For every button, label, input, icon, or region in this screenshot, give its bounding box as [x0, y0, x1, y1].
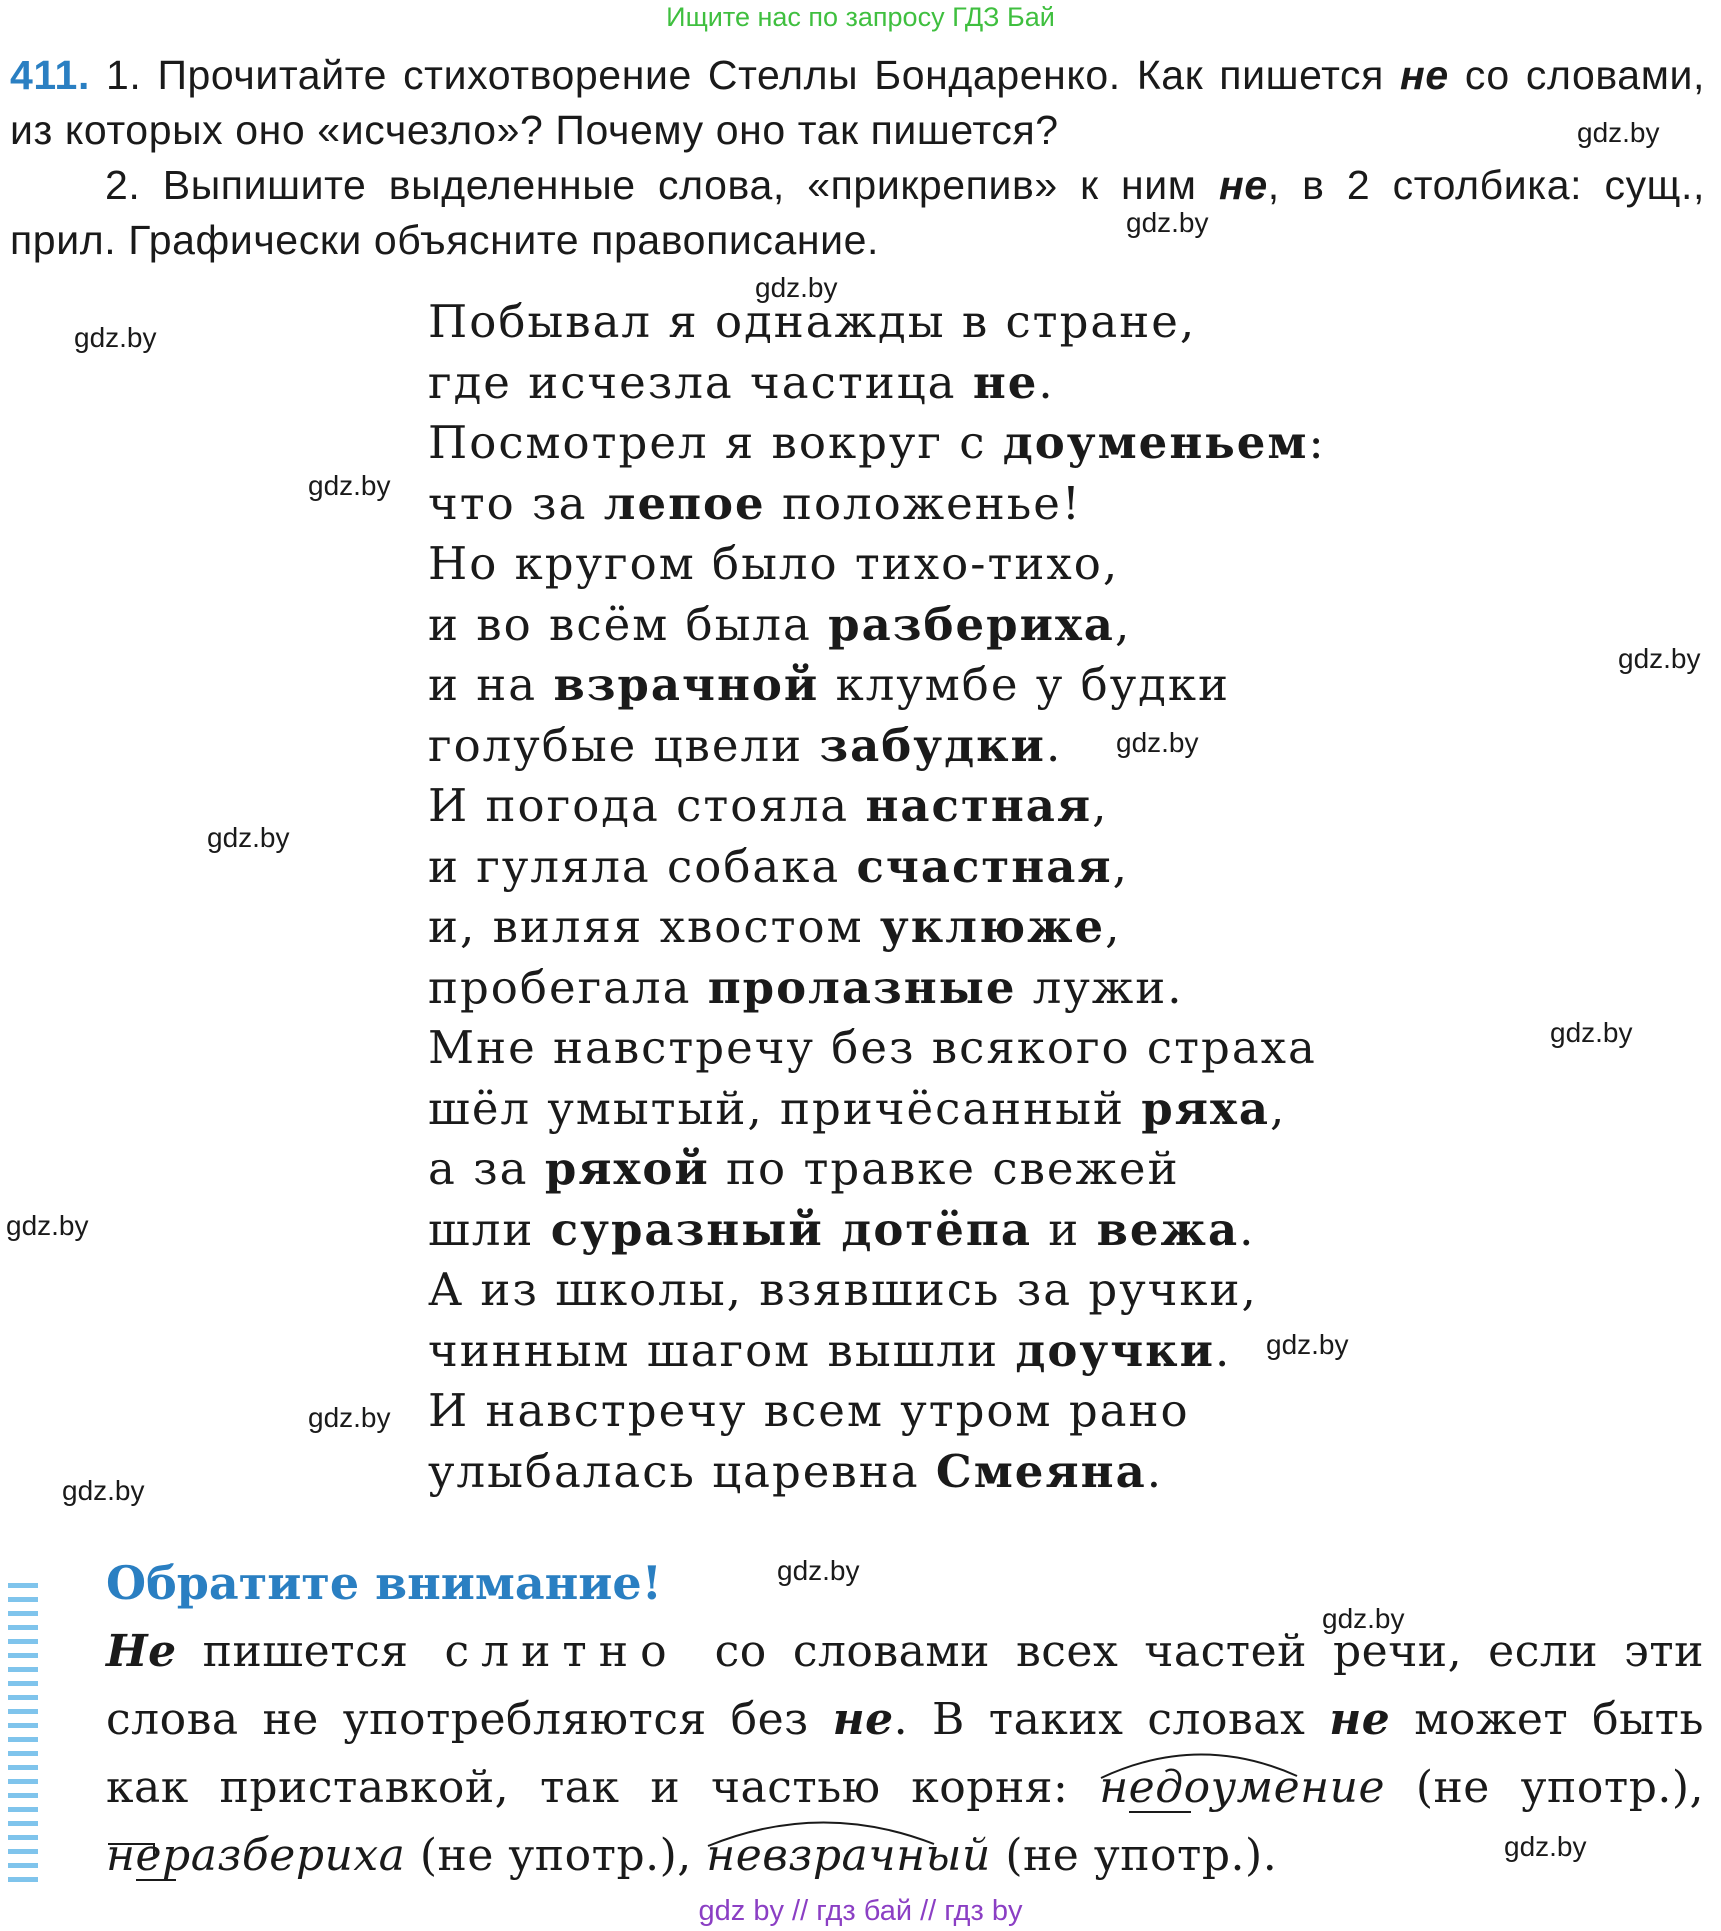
note-spaced-word: слитно [444, 1626, 679, 1677]
top-banner: Ищите нас по запросу ГДЗ Бай [666, 2, 1055, 32]
poem-text: улыбалась царевна [428, 1444, 936, 1498]
poem-highlighted-word: доуменьем [1002, 416, 1309, 469]
poem-text: . [1146, 1444, 1164, 1498]
poem-text: клумбе у будки [819, 658, 1231, 711]
prefix-mark [106, 1814, 406, 1894]
poem-text: А из школы, взявшись за ручки, [428, 1263, 1258, 1316]
poem-text: и на [428, 658, 554, 711]
poem-text: чинным шагом вышли [428, 1323, 1016, 1377]
poem-text: Побывал я однажды в стране, [428, 295, 1197, 348]
watermark: gdz.by [308, 1402, 391, 1433]
poem-highlighted-word: пролазные [707, 960, 1017, 1014]
note-ne-upotr-3: (не употр.). [1005, 1830, 1278, 1881]
watermark: gdz.by [308, 470, 391, 501]
example-nerazberikha: неразбериха [106, 1822, 405, 1890]
poem-text: Мне навстречу без всякого страха [428, 1021, 1317, 1074]
poem-line [428, 1018, 1326, 1079]
poem-line [428, 837, 1326, 898]
poem-highlighted-word: забудки [819, 718, 1046, 772]
note-ne-3: не [1329, 1694, 1391, 1745]
watermark: gdz.by [207, 822, 290, 853]
poem-line [428, 292, 1326, 353]
poem [428, 292, 1326, 1502]
note-ne-upotr-1: (не употр.), [1415, 1762, 1704, 1813]
poem-text: Посмотрел я вокруг с [428, 416, 1003, 469]
watermark: gdz.by [6, 1210, 89, 1241]
poem-text: голубые цвели [428, 718, 820, 772]
task-instructions [10, 48, 1705, 268]
poem-line [428, 776, 1326, 837]
note-title: Обратите внимание! [106, 1556, 662, 1610]
poem-line [428, 1260, 1326, 1321]
note-text-3: . В таких словах [893, 1694, 1306, 1745]
poem-text: , [1114, 597, 1132, 651]
poem-text: и гуляла собака [428, 839, 857, 893]
poem-text: шёл умытый, причёсанный [428, 1081, 1142, 1135]
poem-text: и во всём была [428, 597, 829, 651]
watermark: gdz.by [1266, 1329, 1349, 1360]
poem-text: , [1092, 779, 1109, 832]
bottom-banner: gdz by // гдз бай // гдз by [698, 1895, 1023, 1927]
poem-line [428, 655, 1326, 716]
poem-line [428, 534, 1326, 595]
poem-line [428, 353, 1326, 414]
poem-highlighted-word: настная [865, 779, 1093, 832]
poem-line [428, 474, 1326, 535]
poem-text: . [1215, 1323, 1232, 1377]
poem-line [428, 1139, 1326, 1200]
watermark: gdz.by [777, 1555, 860, 1586]
poem-highlighted-word: ряхой [544, 1142, 710, 1195]
poem-highlighted-word: лепое [603, 476, 766, 530]
example-nevzrachny: невзрачный [706, 1822, 991, 1890]
task-part1-text: 1. Прочитайте стихотворение Стеллы Бондаренко. Как пишется [106, 52, 1384, 98]
poem-text: по травке свежей [709, 1142, 1180, 1195]
poem-highlighted-word: суразный дотёпа [550, 1202, 1032, 1256]
poem-highlighted-word: счастная [856, 839, 1113, 893]
poem-highlighted-word: уклюже [879, 900, 1106, 953]
poem-line [428, 1079, 1326, 1140]
poem-line [428, 413, 1326, 474]
watermark: gdz.by [1618, 643, 1701, 674]
watermark: gdz.by [1126, 207, 1209, 238]
poem-text: . [1045, 718, 1063, 772]
note-body [106, 1618, 1704, 1890]
poem-highlighted-word: ряха [1141, 1081, 1270, 1135]
watermark: gdz.by [1550, 1017, 1633, 1048]
poem-highlighted-word: вежа [1096, 1202, 1240, 1256]
task-part1-ne: не [1400, 52, 1449, 98]
poem-text: и, виляя хвостом [428, 900, 880, 953]
poem-line [428, 1381, 1326, 1442]
task-number: 411. [10, 52, 90, 98]
poem-text: , [1269, 1081, 1287, 1135]
task-part2-text-b: , в 2 столбика: сущ., прил. Графически объясните правописание. [10, 162, 1705, 263]
watermark: gdz.by [1577, 117, 1660, 148]
poem-text: И навстречу всем утром рано [428, 1384, 1190, 1437]
note-ne-1: Не [106, 1626, 177, 1677]
watermark: gdz.by [1322, 1603, 1405, 1634]
poem-text: а за [428, 1142, 545, 1195]
note-ne-2: не [832, 1694, 894, 1745]
task-part1-text-b: со словами, из которых оно «исчезло»? Почему оно так пишется? [10, 52, 1705, 153]
note-text-1: пишется [202, 1626, 409, 1677]
example-nedoumenie: недоумение [1099, 1754, 1385, 1822]
watermark: gdz.by [1504, 1831, 1587, 1862]
watermark: gdz.by [62, 1475, 145, 1506]
poem-text: и [1032, 1202, 1097, 1256]
task-part2-text: 2. Выпишите выделенные слова, «прикрепив» к ним [105, 162, 1197, 208]
poem-highlighted-word: разбериха [828, 597, 1115, 651]
poem-line [428, 1442, 1326, 1503]
poem-text: . [1038, 355, 1055, 409]
poem-text: , [1112, 839, 1129, 893]
watermark: gdz.by [74, 322, 157, 353]
poem-text: что за [428, 476, 604, 530]
poem-highlighted-word: Смеяна [935, 1444, 1147, 1498]
watermark: gdz.by [1116, 727, 1199, 758]
poem-text: И погода стояла [428, 779, 866, 832]
poem-line [428, 1321, 1326, 1382]
poem-text: пробегала [428, 960, 708, 1014]
poem-line [428, 595, 1326, 656]
poem-highlighted-word: взрачной [553, 658, 820, 711]
poem-highlighted-word: не [972, 355, 1039, 409]
poem-text: лужи. [1016, 960, 1184, 1014]
poem-text: , [1105, 900, 1122, 953]
note-text-2: со словами всех частей речи, если эти слова не употребляются без [106, 1626, 1704, 1745]
root-arc-mark [706, 1814, 1006, 1894]
poem-line [428, 958, 1326, 1019]
poem-text: : [1308, 416, 1326, 469]
task-part2-ne: не [1218, 162, 1268, 208]
poem-text: шли [428, 1202, 551, 1256]
poem-text: где исчезла частица [428, 355, 973, 409]
poem-text: положенье! [765, 476, 1082, 530]
poem-text: Но кругом было тихо-тихо, [428, 537, 1120, 590]
poem-highlighted-word: доучки [1015, 1323, 1215, 1377]
watermark: gdz.by [755, 272, 838, 303]
note-decoration-bar [8, 1583, 38, 1886]
root-arc-mark [1099, 1746, 1399, 1826]
note-text-4: может быть как приставкой, так и частью корня: [106, 1694, 1704, 1813]
note-ne-upotr-2: (не употр.), [419, 1830, 692, 1881]
poem-line [428, 897, 1326, 958]
poem-line [428, 1200, 1326, 1261]
poem-text: . [1239, 1202, 1256, 1256]
